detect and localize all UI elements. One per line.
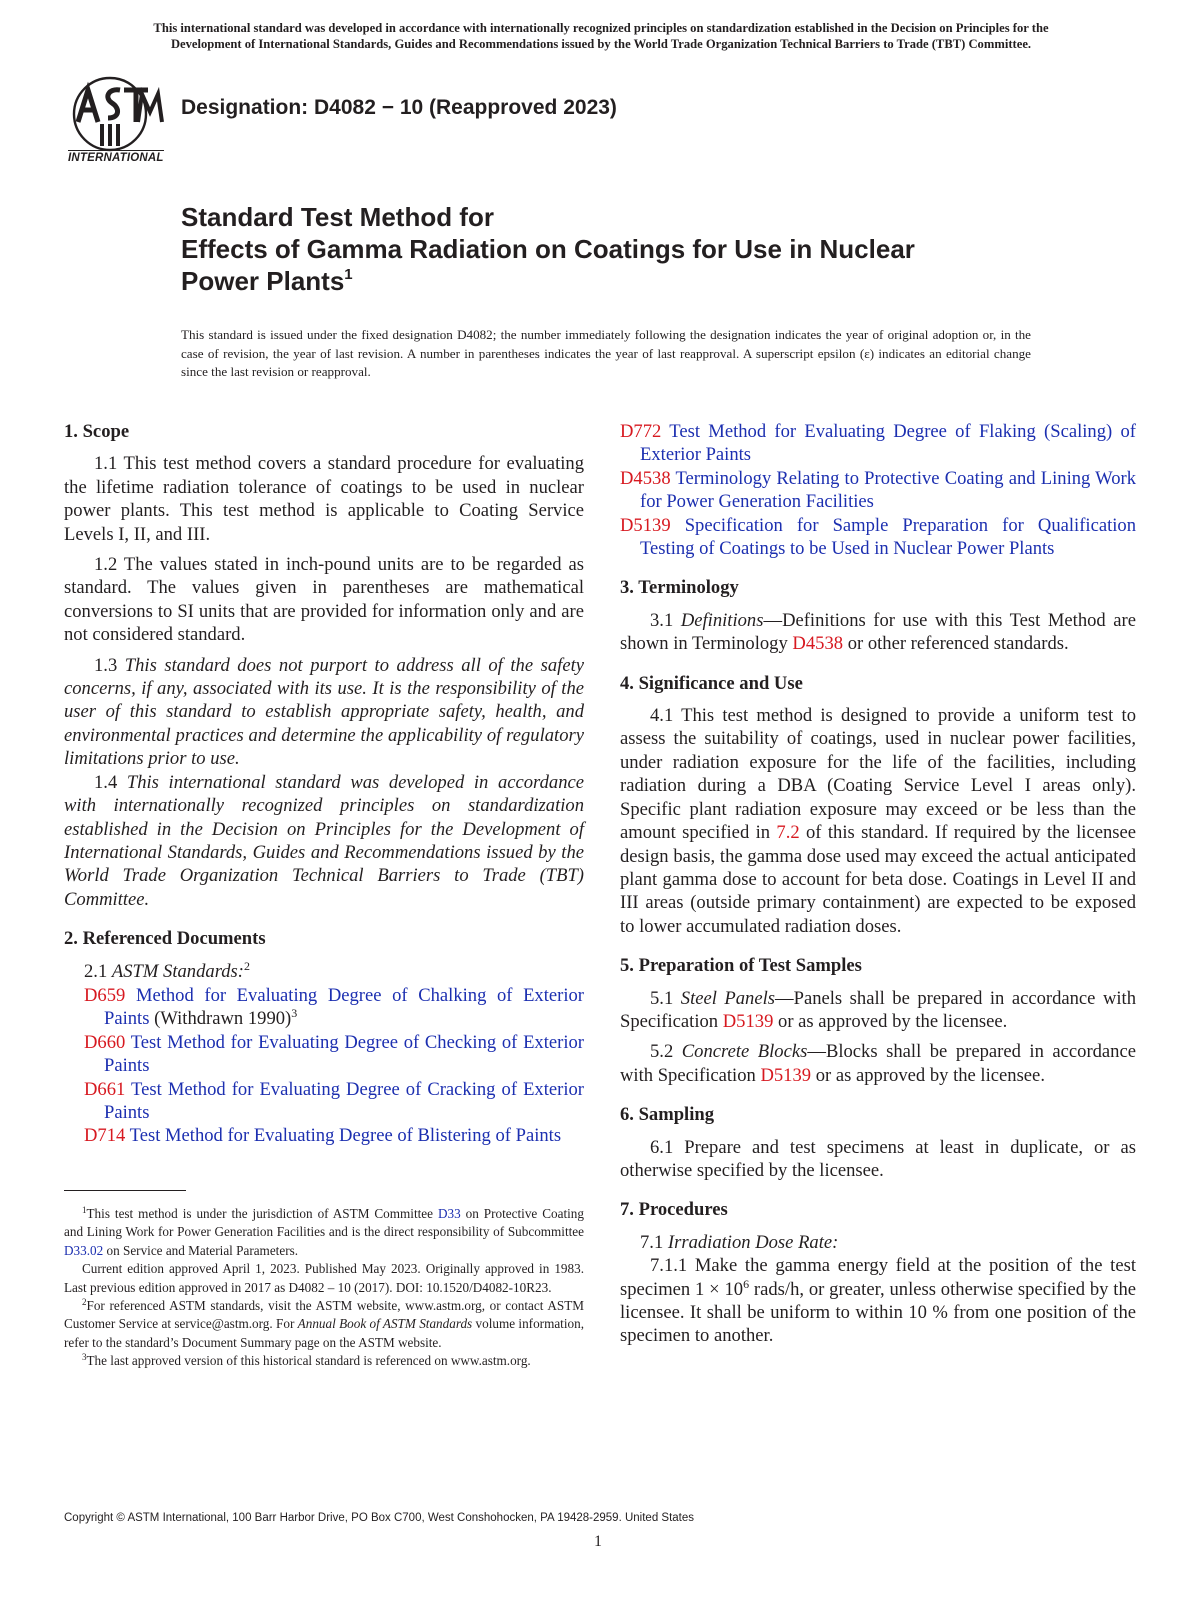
footnote-divider xyxy=(64,1190,186,1191)
definitions-term: Definitions xyxy=(680,609,764,631)
paragraph-3-1-number: 3.1 xyxy=(650,609,674,631)
terminology-link[interactable]: D4538 xyxy=(792,633,844,655)
paragraph-5-1-text-a: —Panels shall be prepared in accordance with Specification xyxy=(620,987,1136,1032)
paragraph-4-1-text-a: 4.1 This test method is designed to provide a uniform test to assess the suitability of coatings, used in nuclear power facilities, under radiation exposure for the life of the facilities, including radiation during a DBA (Coating Service Level I areas only). Specific plant radiation exposure may exceed or be less than the amount specified in xyxy=(620,705,1136,844)
footnote-2-mark: 2 xyxy=(82,1297,87,1308)
document-title xyxy=(181,201,1061,297)
paragraph-7-1-number: 7.1 xyxy=(640,1231,664,1253)
wto-notice-line1: This international standard was developed in accordance with internationally recognized principles on standardization established in the Decision on Principles for the xyxy=(153,21,1049,35)
subcommittee-link[interactable]: D33.02 xyxy=(64,1242,104,1258)
section-heading-referenced-documents: 2. Referenced Documents xyxy=(64,928,266,950)
paragraph-7-1-1-text-b: rads/h, or greater, unless otherwise specified by the licensee. It shall be uniform to within 10 % from one position of the specimen to another. xyxy=(620,1278,1137,1347)
footnote-mark-3: 3 xyxy=(291,1006,298,1021)
footnotes xyxy=(64,1205,584,1371)
footnote-2-text-b: volume information, refer to the standard’s Document Summary page on the ASTM website. xyxy=(64,1316,584,1350)
reference-item[interactable] xyxy=(84,1031,584,1078)
astm-logo-wordmark: INTERNATIONAL xyxy=(68,152,164,164)
reference-title[interactable]: Specification for Sample Preparation for Qualification Testing of Coatings to be Used in Nuclear Power Plants xyxy=(640,514,1136,560)
section-heading-terminology: 3. Terminology xyxy=(620,577,739,599)
reference-note: (Withdrawn 1990) xyxy=(149,1008,292,1030)
paragraph-5-1-text-b: or as approved by the licensee. xyxy=(773,1010,1008,1032)
section-heading-scope: 1. Scope xyxy=(64,421,130,442)
footnote-3-text: The last approved version of this historical standard is referenced on www.astm.org. xyxy=(86,1353,531,1369)
reference-title[interactable]: Test Method for Evaluating Degree of Blistering of Paints xyxy=(129,1125,562,1147)
paragraph-7-1-1 xyxy=(620,1254,1136,1348)
reference-code[interactable]: D659 xyxy=(84,984,126,1006)
paragraph-1-4-number: 1.4 xyxy=(94,771,118,793)
paragraph-1-3-text: This standard does not purport to address all of the safety concerns, if any, associated with its use. It is the responsibility of the user of this standard to establish appropriate safety, health, and environmental practices and determine the applicability of regulatory limitations prior to use. xyxy=(64,654,584,770)
reference-code[interactable]: D714 xyxy=(84,1125,126,1147)
issue-note: This standard is issued under the fixed designation D4082; the number immediately following the designation indicates the year of original adoption or, in the case of revision, the year of last revision. A number in parentheses indicates the year of last reapproval. A superscript epsilon (ε) indicates an editorial change since the last revision or reapproval. xyxy=(181,327,1031,379)
section-7-2-link[interactable]: 7.2 xyxy=(776,822,800,844)
reference-item[interactable] xyxy=(620,420,1136,467)
reference-item[interactable] xyxy=(620,514,1136,561)
wto-notice xyxy=(60,20,1142,52)
page-number: 1 xyxy=(594,1533,602,1550)
reference-item[interactable] xyxy=(84,1078,584,1125)
reference-code[interactable]: D661 xyxy=(84,1078,126,1100)
paragraph-1-1: 1.1 This test method covers a standard procedure for evaluating the lifetime radiation tolerance of coatings to be used in nuclear power plants. This test method is applicable to Coating Service Levels I, II, and III. xyxy=(64,453,584,545)
d5139-link[interactable]: D5139 xyxy=(722,1010,774,1032)
copyright-notice: Copyright © ASTM International, 100 Barr Harbor Drive, PO Box C700, West Conshohocken, PA 19428-2959. United States xyxy=(64,1512,695,1524)
reference-title[interactable]: Test Method for Evaluating Degree of Cracking of Exterior Paints xyxy=(104,1078,584,1123)
paragraph-7-1-1-text-a: 7.1.1 Make the gamma energy field at the position of the test specimen 1 × 10 xyxy=(620,1255,1136,1300)
paragraph-3-1-text-a: —Definitions for use with this Test Method are shown in Terminology xyxy=(620,609,1136,655)
reference-code[interactable]: D660 xyxy=(84,1031,126,1053)
paragraph-5-2-text-a: —Blocks shall be prepared in accordance with Specification xyxy=(620,1041,1136,1086)
footnote-2-italic: Annual Book of ASTM Standards xyxy=(297,1316,473,1332)
title-line3 xyxy=(181,265,1061,297)
paragraph-1-4 xyxy=(64,771,584,911)
reference-item[interactable] xyxy=(84,1124,584,1147)
reference-item[interactable] xyxy=(84,984,584,1031)
reference-item[interactable] xyxy=(620,467,1136,514)
reference-code[interactable]: D5139 xyxy=(620,514,671,536)
committee-link[interactable]: D33 xyxy=(437,1206,461,1221)
section-heading-preparation: 5. Preparation of Test Samples xyxy=(620,955,862,977)
paragraph-5-1 xyxy=(620,987,1136,1034)
right-column xyxy=(620,420,1136,1355)
footnote-1-text-c: on Service and Material Parameters. xyxy=(103,1242,299,1258)
paragraph-7-1 xyxy=(620,1231,1136,1254)
reference-title[interactable]: Test Method for Evaluating Degree of Flaking (Scaling) of Exterior Paints xyxy=(640,421,1136,466)
paragraph-5-2-text-b: or as approved by the licensee. xyxy=(811,1064,1045,1086)
section-heading-significance: 4. Significance and Use xyxy=(620,672,803,694)
footnote-1 xyxy=(64,1205,584,1260)
paragraph-3-1-text-b: or other referenced standards. xyxy=(843,633,1069,655)
title-line1: Standard Test Method for xyxy=(181,202,494,232)
reference-code[interactable]: D772 xyxy=(620,421,662,442)
reference-title[interactable]: Method for Evaluating Degree of Chalking of Exterior Paints xyxy=(104,984,584,1030)
paragraph-5-2-number: 5.2 xyxy=(650,1041,674,1063)
steel-panels-term: Steel Panels xyxy=(680,987,776,1009)
footnote-1-text-a: This test method is under the jurisdiction of ASTM Committee xyxy=(86,1206,438,1221)
footnote-1-edition: Current edition approved April 1, 2023. Published May 2023. Originally approved in 1983. Last previous edition approved in 2017 as D4082 – 10 (2017). DOI: 10.1520/D4082-10R23. xyxy=(64,1261,584,1295)
title-line3-text: Power Plants xyxy=(181,266,345,296)
footnote-2-text-a: For referenced ASTM standards, visit the ASTM website, www.astm.org, or contact ASTM Customer Service at service@astm.org. For xyxy=(64,1298,584,1332)
paragraph-2-1 xyxy=(64,960,584,983)
section-heading-procedures: 7. Procedures xyxy=(620,1199,728,1221)
reference-title[interactable]: Test Method for Evaluating Degree of Checking of Exterior Paints xyxy=(104,1031,584,1077)
concrete-blocks-term: Concrete Blocks xyxy=(681,1041,808,1063)
paragraph-5-1-number: 5.1 xyxy=(650,987,674,1009)
left-column xyxy=(64,420,584,1148)
footnote-1-text-b: on Protective Coating and Lining Work for Power Generation Facilities and is the direct responsibility of Subcommittee xyxy=(64,1206,584,1240)
designation: Designation: D4082 − 10 (Reapproved 2023) xyxy=(181,96,617,119)
title-line2: Effects of Gamma Radiation on Coatings for Use in Nuclear xyxy=(181,234,915,264)
irradiation-dose-rate-label: Irradiation Dose Rate: xyxy=(667,1231,839,1253)
section-heading-sampling: 6. Sampling xyxy=(620,1104,715,1126)
exponent: 6 xyxy=(743,1276,750,1291)
paragraph-2-1-number: 2.1 xyxy=(84,960,108,982)
footnote-3-mark: 3 xyxy=(82,1352,87,1363)
paragraph-1-3 xyxy=(64,654,584,771)
reference-title[interactable]: Terminology Relating to Protective Coating and Lining Work for Power Generation Facilities xyxy=(640,467,1137,513)
astm-standards-label: ASTM Standards: xyxy=(111,960,244,982)
paragraph-4-1 xyxy=(620,704,1136,938)
footnote-3 xyxy=(64,1352,584,1370)
footnote-1-mark: 1 xyxy=(82,1205,87,1215)
paragraph-6-1: 6.1 Prepare and test specimens at least in duplicate, or as otherwise specified by the licensee. xyxy=(620,1136,1136,1181)
title-footnote-mark: 1 xyxy=(344,266,353,283)
paragraph-3-1 xyxy=(620,609,1136,656)
footnote-mark-2: 2 xyxy=(243,958,250,973)
d5139-link[interactable]: D5139 xyxy=(760,1064,812,1086)
paragraph-5-2 xyxy=(620,1040,1136,1087)
paragraph-1-4-text: This international standard was developed in accordance with internationally recognized principles on standardization established in the Decision on Principles for the Development of International Standards, Guides and Recommendations issued by the World Trade Organization Technical Barriers to Trade (TBT) Committee. xyxy=(64,771,584,910)
paragraph-1-2: 1.2 The values stated in inch-pound units are to be regarded as standard. The values given in parentheses are mathematical conversions to SI units that are provided for information only and are not considered standard. xyxy=(64,554,584,646)
paragraph-4-1-text-b: of this standard. If required by the licensee design basis, the gamma dose used may exceed the actual anticipated plant gamma dose to account for beta dose. Coatings in Level II and III areas (outside primary containment) are expected to be exposed to lower accumulated radiation doses. xyxy=(620,822,1136,937)
reference-code[interactable]: D4538 xyxy=(620,467,671,489)
wto-notice-line2: Development of International Standards, Guides and Recommendations issued by the World Trade Organization Technical Barriers to Trade (TBT) Committee. xyxy=(170,37,1032,51)
footnote-2 xyxy=(64,1297,584,1352)
paragraph-1-3-number: 1.3 xyxy=(94,654,118,676)
